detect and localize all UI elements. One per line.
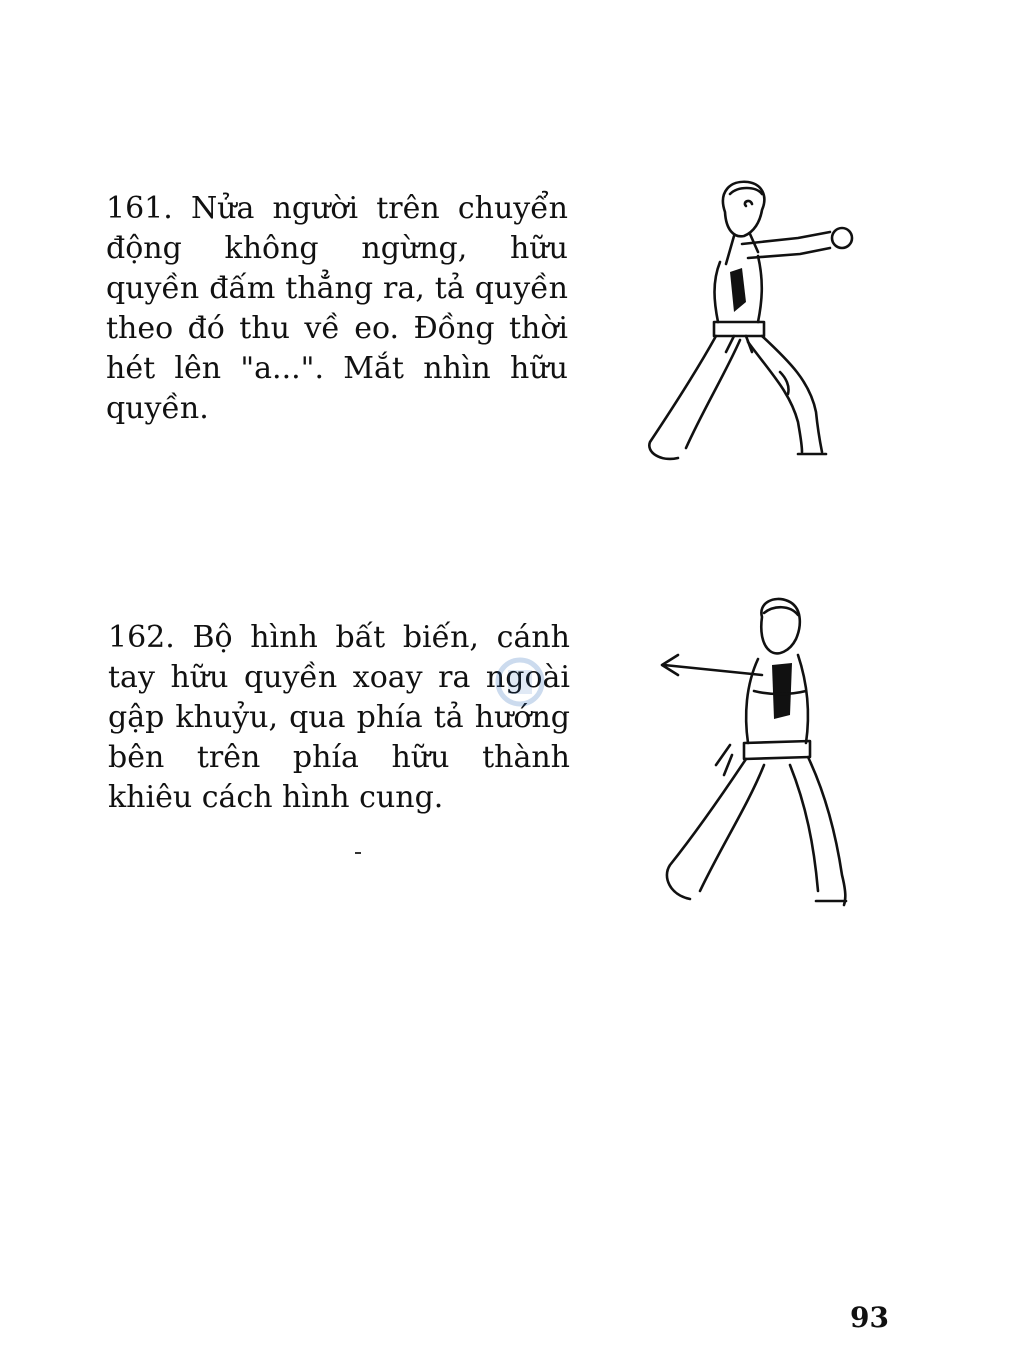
page-number: 93 [850,1301,889,1334]
item-number: 161. [106,191,173,226]
paragraph-161 [106,189,568,429]
stray-mark [355,852,361,854]
item-text: Bộ hình bất biến, cánh tay hữu quyền xoay ra ngoài gập khuỷu, qua phía tả hướng bên trên phía hữu thành khiêu cách hình cung. [108,620,570,815]
item-text: Nửa người trên chuyển động không ngừng, hữu quyền đấm thẳng ra, tả quyền theo đó thu về eo. Đồng thời hét lên "a...". Mắt nhìn hữu quyền. [106,191,568,426]
item-number: 162. [108,620,175,655]
paragraph-162 [108,618,570,818]
martial-artist-punch-figure [630,172,860,472]
martial-artist-arm-swing-figure [650,595,860,915]
